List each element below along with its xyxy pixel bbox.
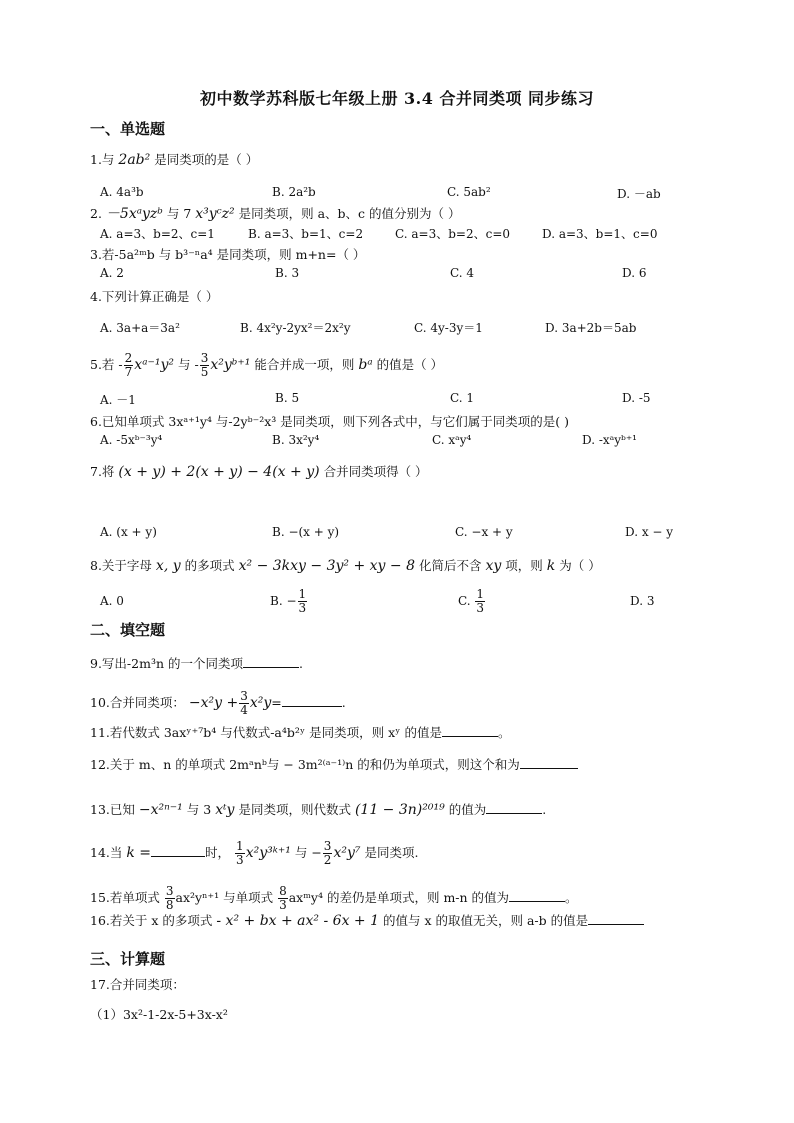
question-15: 15.若单项式 $\frac{3}{8}$ ax²yⁿ⁺¹ 与单项式 $\frac{8}{3}$ axᵐy⁴ 的差仍是单项式，则 m-n 的值为 。 xyxy=(90,884,578,912)
question-8-suffix: 为（ ） xyxy=(559,558,601,573)
question-5-math-1: xᵃ⁻¹y² xyxy=(134,357,174,373)
question-7-option-d[interactable]: D. x − y xyxy=(625,525,674,539)
question-2-math-1: －5xᵃyzᵇ xyxy=(105,206,163,222)
question-7-option-c[interactable]: C. −x + y xyxy=(455,525,513,539)
question-5-fraction-2: $\frac{3}{5}$ xyxy=(200,351,209,379)
question-17-part-1: （1）3x²-1-2x-5+3x-x² xyxy=(90,1007,228,1022)
question-1-prefix: 1.与 xyxy=(90,152,115,167)
question-11: 11.若代数式 3axʸ⁺⁷b⁴ 与代数式-a⁴b²ʸ 是同类项，则 xʸ 的值是 。 xyxy=(90,725,511,740)
question-2-suffix: 是同类项，则 a、b、c 的值分别为（ ） xyxy=(238,206,461,221)
question-5-option-d[interactable]: D. -5 xyxy=(622,391,651,405)
question-3-option-d[interactable]: D. 6 xyxy=(622,266,647,280)
question-2-option-c[interactable]: C. a=3、b=2、c=0 xyxy=(395,227,511,241)
question-5-options xyxy=(100,391,700,409)
question-6-options xyxy=(100,433,700,451)
question-13: 13.已知 −x²ⁿ⁻¹ 与 3 xᵗy 是同类项，则代数式 (11 − 3n)²⁰¹⁹ 的值为 . xyxy=(90,802,547,818)
question-8 xyxy=(90,556,601,574)
question-2-option-b[interactable]: B. a=3、b=1、c=2 xyxy=(248,227,364,241)
question-6-option-a[interactable]: A. -5xᵇ⁻³y⁴ xyxy=(100,433,163,447)
question-11-text: 11.若代数式 3axʸ⁺⁷b⁴ 与代数式-a⁴b²ʸ 是同类项，则 xʸ 的值是 xyxy=(90,725,442,740)
question-8-option-d[interactable]: D. 3 xyxy=(630,594,655,608)
question-1-options xyxy=(100,185,700,203)
question-5-prefix: 5.若 xyxy=(90,357,115,372)
question-6-option-c[interactable]: C. xᵃy⁴ xyxy=(432,433,472,447)
question-2-option-d[interactable]: D. a=3、b=1、c=0 xyxy=(542,227,658,241)
question-8-option-c[interactable]: C. $\frac{1}{3}$ xyxy=(458,587,485,615)
question-9-text: 9.写出-2m³n 的一个同类项 xyxy=(90,656,243,671)
question-8-mid-2: 化简后不含 xyxy=(418,558,482,573)
question-17: 17.合并同类项： xyxy=(90,977,185,992)
question-5-option-b[interactable]: B. 5 xyxy=(275,391,300,405)
question-2-prefix: 2. xyxy=(90,206,102,221)
question-9: 9.写出-2m³n 的一个同类项 . xyxy=(90,656,303,671)
question-12-suffix: 的和仍为单项式，则这个和为 xyxy=(357,757,520,772)
question-1 xyxy=(90,150,258,168)
question-7 xyxy=(90,462,428,480)
question-8-vars: x, y xyxy=(155,558,181,574)
question-3: 3.若-5a²ᵐb 与 b³⁻ⁿa⁴ 是同类项，则 m+n=（ ） xyxy=(90,247,366,262)
question-10-answer-blank[interactable] xyxy=(282,694,342,707)
question-3-option-a[interactable]: A. 2 xyxy=(100,266,124,280)
question-1-suffix: 是同类项的是（ ） xyxy=(154,152,259,167)
question-16-suffix: 的值与 x 的取值无关，则 a-b 的值是 xyxy=(383,913,589,928)
question-3-option-b[interactable]: B. 3 xyxy=(275,266,300,280)
question-4-options xyxy=(100,319,700,337)
question-14-answer-blank[interactable] xyxy=(151,844,205,857)
question-5-math-2: x²yᵇ⁺¹ xyxy=(210,357,251,373)
question-4: 4.下列计算正确是（ ） xyxy=(90,289,219,304)
question-6-option-b[interactable]: B. 3x²y⁴ xyxy=(272,433,320,447)
question-8-prefix: 8.关于字母 xyxy=(90,558,152,573)
question-16-prefix: 16.若关于 x 的多项式 xyxy=(90,913,213,928)
question-5-math-3: bᵃ xyxy=(358,357,373,373)
question-3-options xyxy=(100,266,700,284)
question-7-option-b[interactable]: B. −(x + y) xyxy=(272,525,340,539)
question-9-answer-blank[interactable] xyxy=(243,655,299,668)
question-4-option-a[interactable]: A. 3a+a＝3a² xyxy=(100,321,180,335)
section-heading-single-choice: 一、单选题 xyxy=(90,120,166,138)
question-7-prefix: 7.将 xyxy=(90,464,115,479)
question-3-option-c[interactable]: C. 4 xyxy=(450,266,475,280)
question-16-answer-blank[interactable] xyxy=(588,912,644,925)
question-12-math: 2mᵃnᵇ与 − 3m²⁽ᵃ⁻¹⁾n xyxy=(229,757,354,772)
question-7-suffix: 合并同类项得（ ） xyxy=(323,464,428,479)
question-10: 10.合并同类项： −x²y + $\frac{3}{4}$ x²y= . xyxy=(90,689,346,717)
question-14-prefix: 14.当 xyxy=(90,845,123,860)
question-1-option-d[interactable]: D. －ab xyxy=(617,187,661,201)
question-13-answer-blank[interactable] xyxy=(486,801,542,814)
question-8-xy: xy xyxy=(485,558,502,574)
question-15-prefix: 15.若单项式 xyxy=(90,890,160,905)
question-8-k: k xyxy=(546,558,556,574)
question-8-mid: 的多项式 xyxy=(184,558,235,573)
question-6-option-d[interactable]: D. -xᵃyᵇ⁺¹ xyxy=(582,433,637,447)
question-2-math-2: x³yᶜz² xyxy=(195,206,235,222)
question-2-mid: 与 7 xyxy=(166,206,192,221)
question-10-prefix: 10.合并同类项： xyxy=(90,695,185,710)
section-heading-fill-blank: 二、填空题 xyxy=(90,621,166,639)
question-16 xyxy=(90,911,644,929)
question-5-option-a[interactable]: A. －1 xyxy=(100,393,136,407)
question-14: 14.当 k = 时， $\frac{1}{3}$ x²y³ᵏ⁺¹ 与 − $\frac{3}{2}$ x²y⁷ 是同类项. xyxy=(90,839,419,867)
question-2-options xyxy=(100,225,700,243)
question-5: 5.若 - $\frac{2}{7}$ xᵃ⁻¹y² 与 - $\frac{3}{5}$ x²yᵇ⁺¹ 能合并成一项，则 bᵃ 的值是（ ） xyxy=(90,351,444,379)
question-5-fraction-1: $\frac{2}{7}$ xyxy=(124,351,133,379)
question-5-tail: 的值是（ ） xyxy=(376,357,444,372)
page-title: 初中数学苏科版七年级上册 3.4 合并同类项 同步练习 xyxy=(199,89,595,108)
question-1-option-a[interactable]: A. 4a³b xyxy=(100,185,144,199)
question-6: 6.已知单项式 3xᵃ⁺¹y⁴ 与-2yᵇ⁻²x³ 是同类项，则下列各式中，与它们属于同类项的是( ) xyxy=(90,414,569,429)
question-7-options xyxy=(100,525,700,543)
question-8-option-b[interactable]: B. − $\frac{1}{3}$ xyxy=(270,587,307,615)
question-1-option-c[interactable]: C. 5ab² xyxy=(447,185,491,199)
question-4-option-c[interactable]: C. 4y-3y＝1 xyxy=(414,321,483,335)
question-4-option-d[interactable]: D. 3a+2b＝5ab xyxy=(545,321,637,335)
question-5-option-c[interactable]: C. 1 xyxy=(450,391,475,405)
question-7-math: (x + y) + 2(x + y) − 4(x + y) xyxy=(118,464,320,480)
question-8-mid-3: 项，则 xyxy=(505,558,543,573)
question-1-math: 2ab² xyxy=(118,152,151,168)
question-7-option-a[interactable]: A. (x + y) xyxy=(100,525,157,539)
question-5-suffix: 能合并成一项，则 xyxy=(254,357,355,372)
section-heading-calculation: 三、计算题 xyxy=(90,950,166,968)
question-2-option-a[interactable]: A. a=3、b=2、c=1 xyxy=(100,227,215,241)
question-12-prefix: 12.关于 m、n 的单项式 xyxy=(90,757,226,772)
question-12-answer-blank[interactable] xyxy=(520,756,578,769)
question-5-mid: 与 xyxy=(177,357,191,372)
question-8-math: x² − 3kxy − 3y² + xy − 8 xyxy=(238,558,415,574)
question-2 xyxy=(90,203,461,223)
question-1-option-b[interactable]: B. 2a²b xyxy=(272,185,316,199)
question-15-answer-blank[interactable] xyxy=(509,889,565,902)
question-8-options xyxy=(100,588,700,614)
question-10-fraction: $\frac{3}{4}$ xyxy=(240,689,248,717)
question-12 xyxy=(90,755,578,773)
question-16-math: - x² + bx + ax² - 6x + 1 xyxy=(216,913,380,929)
question-8-option-a[interactable]: A. 0 xyxy=(100,594,124,608)
question-11-answer-blank[interactable] xyxy=(442,724,498,737)
question-4-option-b[interactable]: B. 4x²y-2yx²＝2x²y xyxy=(240,321,351,335)
question-13-prefix: 13.已知 xyxy=(90,802,135,817)
